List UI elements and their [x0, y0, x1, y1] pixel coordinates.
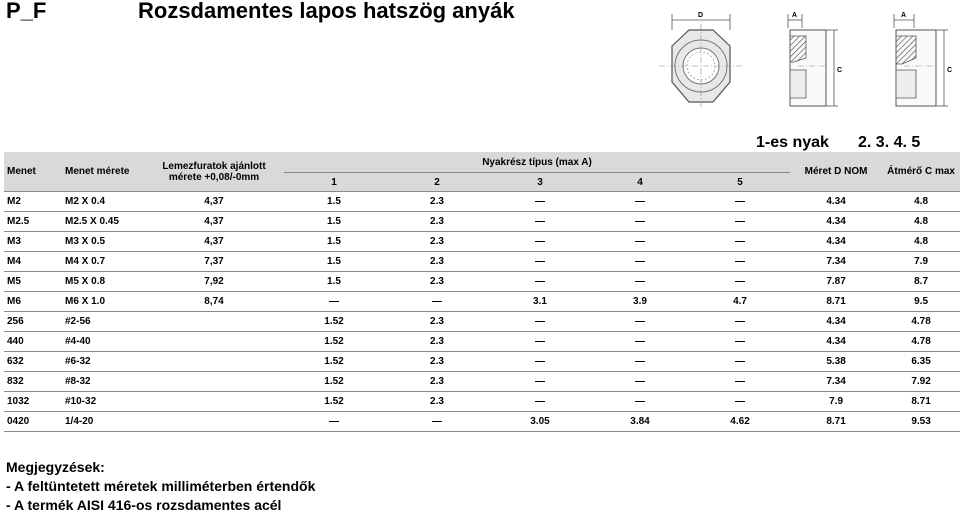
table-cell: 7,37: [144, 252, 284, 272]
table-row: [4, 372, 960, 392]
table-cell: 2.3: [384, 352, 490, 372]
table-cell: —: [490, 252, 590, 272]
dim-a-label-1: A: [792, 12, 798, 19]
table-cell: 6.35: [882, 352, 960, 372]
table-cell: —: [490, 312, 590, 332]
table-cell: 4.7: [690, 292, 790, 312]
table-cell: 3.84: [590, 412, 690, 432]
hex-nut-front-view: [659, 12, 743, 108]
dim-a-label-2: A: [901, 12, 907, 19]
table-cell: [144, 312, 284, 332]
table-cell: [144, 332, 284, 352]
table-cell: —: [590, 312, 690, 332]
table-cell: —: [590, 392, 690, 412]
table-cell: 1.52: [284, 392, 384, 412]
table-cell: 1032: [4, 392, 62, 412]
table-cell: 7.34: [790, 252, 882, 272]
technical-drawings: [654, 6, 960, 124]
table-cell: M4 X 0.7: [62, 252, 144, 272]
table-cell: 2.3: [384, 372, 490, 392]
col-header-lemezfurat: [144, 152, 284, 192]
table-cell: M2 X 0.4: [62, 192, 144, 212]
table-cell: 2.3: [384, 312, 490, 332]
table-cell: M6: [4, 292, 62, 312]
table-cell: [144, 352, 284, 372]
table-cell: —: [690, 372, 790, 392]
table-cell: 4.34: [790, 212, 882, 232]
table-cell: —: [690, 252, 790, 272]
table-cell: —: [690, 232, 790, 252]
table-cell: M4: [4, 252, 62, 272]
table-header-row: [4, 152, 960, 173]
table-cell: 4.34: [790, 192, 882, 212]
table-cell: M6 X 1.0: [62, 292, 144, 312]
table-cell: 8,74: [144, 292, 284, 312]
table-cell: 8.7: [882, 272, 960, 292]
table-cell: —: [384, 292, 490, 312]
table-cell: —: [590, 272, 690, 292]
table-row: [4, 192, 960, 212]
table-cell: M3 X 0.5: [62, 232, 144, 252]
table-cell: 1.5: [284, 272, 384, 292]
table-cell: 3.1: [490, 292, 590, 312]
col-header-menet-merete: Menet mérete: [62, 152, 144, 192]
col-header-nyak-group: Nyakrész típus (max A): [284, 152, 790, 173]
table-cell: —: [590, 212, 690, 232]
table-cell: 4,37: [144, 192, 284, 212]
table-cell: —: [284, 412, 384, 432]
table-cell: #2-56: [62, 312, 144, 332]
page-title: Rozsdamentes lapos hatszög anyák: [138, 0, 515, 23]
table-cell: 4.8: [882, 192, 960, 212]
table-row: [4, 312, 960, 332]
table-cell: —: [590, 232, 690, 252]
table-cell: 2.3: [384, 192, 490, 212]
table-cell: —: [384, 412, 490, 432]
table-row: [4, 212, 960, 232]
table-cell: 7.34: [790, 372, 882, 392]
table-cell: 5.38: [790, 352, 882, 372]
table-row: [4, 232, 960, 252]
table-cell: M3: [4, 232, 62, 252]
product-code: P_F: [6, 0, 47, 23]
col-header-type-5: 5: [690, 173, 790, 192]
table-cell: 4.8: [882, 212, 960, 232]
col-header-menet: Menet: [4, 152, 62, 192]
table-cell: —: [590, 372, 690, 392]
neck-type-multi-label: 2. 3. 4. 5: [858, 134, 921, 151]
table-cell: —: [490, 212, 590, 232]
spec-table-body: [4, 192, 960, 432]
side-view-type-2-5: [894, 12, 952, 106]
dim-c-label-1: C: [837, 67, 843, 74]
table-cell: 7,92: [144, 272, 284, 292]
table-cell: —: [490, 392, 590, 412]
table-cell: M2: [4, 192, 62, 212]
table-cell: 1.5: [284, 212, 384, 232]
table-cell: 9.5: [882, 292, 960, 312]
table-cell: —: [490, 232, 590, 252]
table-row: [4, 292, 960, 312]
table-cell: 8.71: [790, 412, 882, 432]
table-cell: [144, 412, 284, 432]
table-row: [4, 272, 960, 292]
table-cell: 256: [4, 312, 62, 332]
table-row: [4, 252, 960, 272]
table-cell: 3.9: [590, 292, 690, 312]
table-cell: 7.87: [790, 272, 882, 292]
table-cell: 440: [4, 332, 62, 352]
table-cell: 9.53: [882, 412, 960, 432]
table-cell: M2.5: [4, 212, 62, 232]
table-row: [4, 412, 960, 432]
table-cell: 8.71: [882, 392, 960, 412]
table-cell: #4-40: [62, 332, 144, 352]
table-cell: 4.34: [790, 312, 882, 332]
table-cell: 0420: [4, 412, 62, 432]
table-cell: 2.3: [384, 252, 490, 272]
table-cell: 1.52: [284, 332, 384, 352]
table-cell: 4,37: [144, 232, 284, 252]
table-cell: —: [490, 352, 590, 372]
table-cell: 2.3: [384, 392, 490, 412]
table-cell: 1/4-20: [62, 412, 144, 432]
table-cell: #8-32: [62, 372, 144, 392]
spec-table: [4, 152, 960, 432]
table-cell: 1.5: [284, 252, 384, 272]
table-cell: 4.78: [882, 332, 960, 352]
table-cell: 4.62: [690, 412, 790, 432]
table-cell: #6-32: [62, 352, 144, 372]
table-cell: —: [690, 312, 790, 332]
table-cell: 4.78: [882, 312, 960, 332]
table-cell: —: [690, 392, 790, 412]
table-cell: #10-32: [62, 392, 144, 412]
table-cell: 1.5: [284, 232, 384, 252]
col-header-type-1: 1: [284, 173, 384, 192]
table-cell: —: [690, 192, 790, 212]
dim-d-label: D: [698, 12, 704, 19]
notes-section: [6, 458, 315, 515]
table-cell: —: [590, 252, 690, 272]
table-cell: M2.5 X 0.45: [62, 212, 144, 232]
table-cell: 632: [4, 352, 62, 372]
table-cell: 4.8: [882, 232, 960, 252]
table-cell: —: [490, 192, 590, 212]
table-cell: —: [490, 372, 590, 392]
table-cell: 1.52: [284, 312, 384, 332]
table-cell: M5: [4, 272, 62, 292]
table-cell: —: [590, 192, 690, 212]
table-cell: 1.52: [284, 352, 384, 372]
table-cell: 2.3: [384, 332, 490, 352]
table-cell: 4.34: [790, 332, 882, 352]
table-cell: 1.5: [284, 192, 384, 212]
table-row: [4, 392, 960, 412]
table-cell: 1.52: [284, 372, 384, 392]
table-cell: —: [590, 352, 690, 372]
col-header-type-2: 2: [384, 173, 490, 192]
col-header-type-3: 3: [490, 173, 590, 192]
table-cell: 2.3: [384, 212, 490, 232]
table-cell: —: [690, 272, 790, 292]
side-view-type-1: [788, 12, 842, 106]
col-header-lemezfurat-line1: Lemezfuratok ajánlott: [162, 160, 266, 172]
table-cell: 832: [4, 372, 62, 392]
col-header-lemezfurat-line2: mérete +0,08/-0mm: [168, 171, 260, 183]
table-cell: —: [490, 332, 590, 352]
note-item: - A termék AISI 416-os rozsdamentes acél: [6, 497, 282, 513]
col-header-atmero-c: Átmérő C max: [882, 152, 960, 192]
table-cell: [144, 392, 284, 412]
table-cell: 8.71: [790, 292, 882, 312]
dim-c-label-2: C: [947, 67, 953, 74]
table-cell: 2.3: [384, 232, 490, 252]
table-row: [4, 332, 960, 352]
table-cell: —: [590, 332, 690, 352]
col-header-meret-d: Méret D NOM: [790, 152, 882, 192]
table-cell: 7.9: [790, 392, 882, 412]
table-cell: 2.3: [384, 272, 490, 292]
table-cell: [144, 372, 284, 392]
table-cell: 7.92: [882, 372, 960, 392]
table-row: [4, 352, 960, 372]
notes-heading: Megjegyzések:: [6, 459, 105, 475]
table-cell: 4.34: [790, 232, 882, 252]
table-cell: M5 X 0.8: [62, 272, 144, 292]
table-cell: —: [690, 332, 790, 352]
table-cell: —: [284, 292, 384, 312]
col-header-type-4: 4: [590, 173, 690, 192]
table-cell: —: [690, 212, 790, 232]
table-cell: 7.9: [882, 252, 960, 272]
neck-type-single-label: 1-es nyak: [756, 134, 829, 151]
table-cell: 3.05: [490, 412, 590, 432]
table-cell: —: [690, 352, 790, 372]
table-cell: —: [490, 272, 590, 292]
table-cell: 4,37: [144, 212, 284, 232]
note-item: - A feltüntetett méretek milliméterben értendők: [6, 478, 316, 494]
